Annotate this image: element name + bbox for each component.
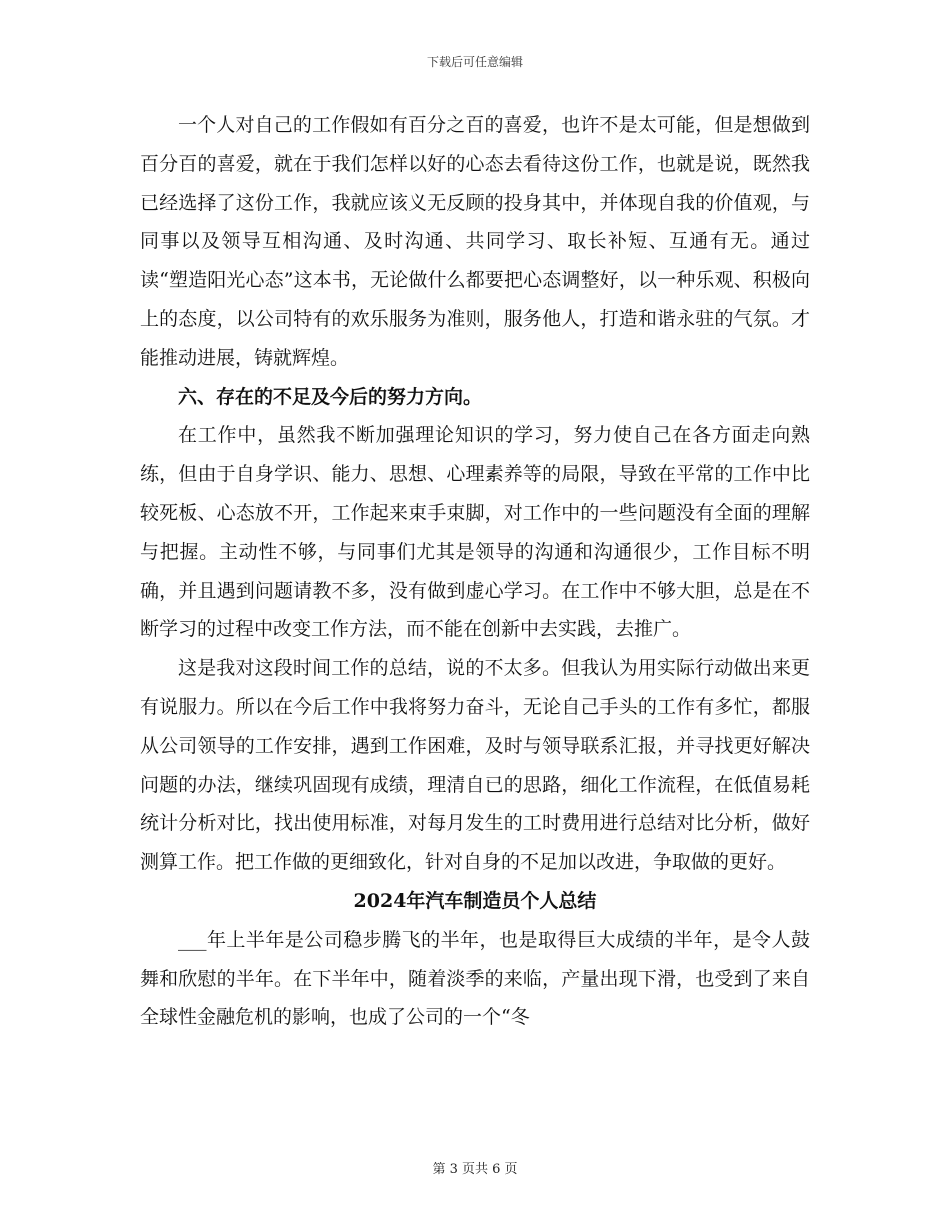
document-body bbox=[140, 106, 810, 1037]
document-title: 2024年汽车制造员个人总结 bbox=[353, 889, 597, 912]
paragraph-attitude: 一个人对自己的工作假如有百分之百的喜爱，也许不是太可能，但是想做到百分百的喜爱，就在于我们怎样以好的心态去看待这份工作，也就是说，既然我已经选择了这份工作，我就应该义无反顾的投身其中，并体现自我的价值观，与同事以及领导互相沟通、及时沟通、共同学习、取长补短、互通有无。通过读“塑造阳光心态”这本书，无论做什么都要把心态调整好，以一种乐观、积极向上的态度，以公司特有的欢乐服务为准则，服务他人，打造和谐永驻的气氛。才能推动进展，铸就辉煌。 bbox=[140, 114, 810, 369]
page-footer: 第 3 页共 6 页 bbox=[432, 1162, 518, 1177]
paragraph-shortcomings: 在工作中，虽然我不断加强理论知识的学习，努力使自己在各方面走向熟练，但由于自身学识、能力、思想、心理素养等的局限，导致在平常的工作中比较死板、心态放不开，工作起来束手束脚，对工作中的一些问题没有全面的理解与把握。主动性不够，与同事们尤其是领导的沟通和沟通很少，工作目标不明确，并且遇到问题请教不多，没有做到虚心学习。在工作中不够大胆，总是在不断学习的过程中改变工作方法，而不能在创新中去实践，去推广。 bbox=[140, 424, 810, 641]
paragraph-intro: ___年上半年是公司稳步腾飞的半年，也是取得巨大成绩的半年，是令人鼓舞和欣慰的半年。在下半年中，随着淡季的来临，产量出现下滑，也受到了来自全球性金融危机的影响，也成了公司的一个“冬 bbox=[140, 928, 810, 1029]
page-header: 下载后可任意编辑 bbox=[426, 55, 523, 69]
paragraph-summary: 这是我对这段时间工作的总结，说的不太多。但我认为用实际行动做出来更有说服力。所以在今后工作中我将努力奋斗，无论自己手头的工作有多忙，都服从公司领导的工作安排，遇到工作困难，及时与领导联系汇报，并寻找更好解决问题的办法，继续巩固现有成绩，理清自已的思路，细化工作流程，在低值易耗统计分析对比，找出使用标准，对每月发生的工时费用进行总结对比分析，做好测算工作。把工作做的更细致化，针对自身的不足加以改进，争取做的更好。 bbox=[140, 657, 810, 874]
section-heading-shortcomings: 六、存在的不足及今后的努力方向。 bbox=[178, 385, 483, 408]
